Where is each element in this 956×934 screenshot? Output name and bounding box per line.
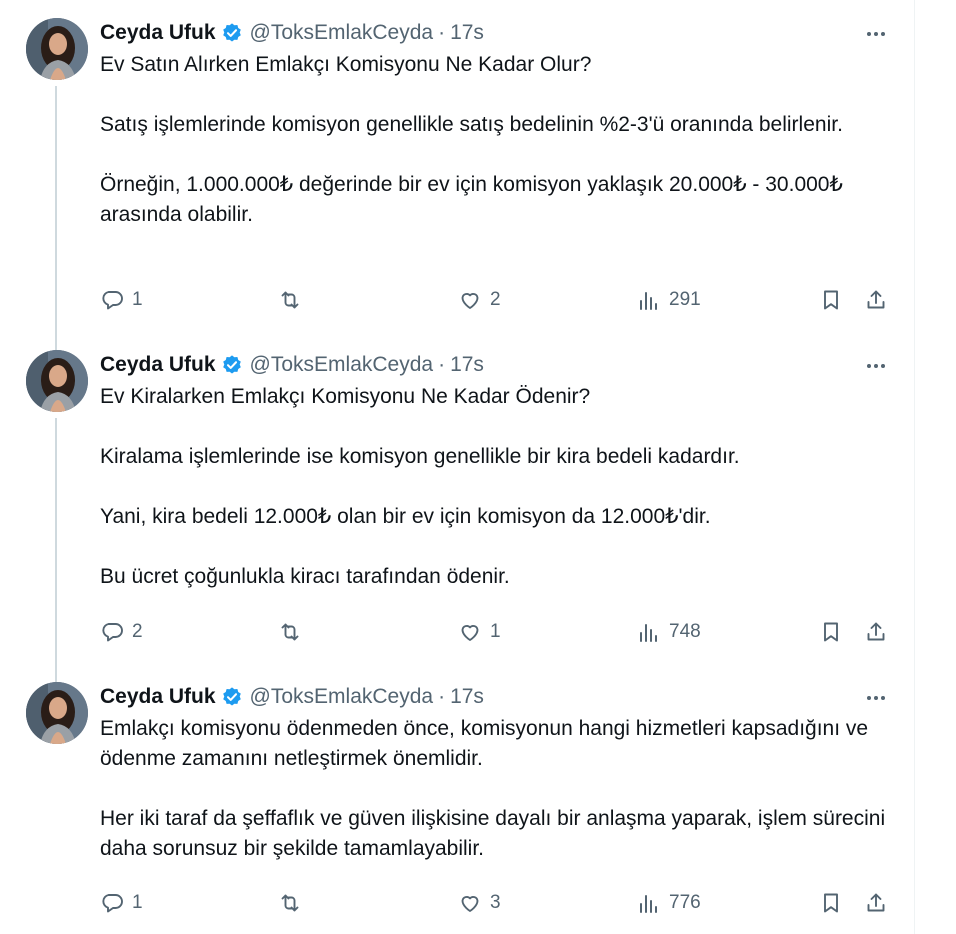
retweet-button[interactable] xyxy=(278,285,310,315)
like-count: 3 xyxy=(490,892,501,913)
timestamp[interactable]: 17s xyxy=(450,353,484,376)
share-icon xyxy=(864,620,888,644)
bookmark-icon xyxy=(819,891,843,915)
timestamp[interactable]: 17s xyxy=(450,21,484,44)
like-icon xyxy=(458,288,482,312)
view-count: 291 xyxy=(669,289,701,310)
like-button[interactable] xyxy=(458,888,501,918)
tweet-paragraph: Emlakçı komisyonu ödenmeden önce, komisyonun hangi hizmetleri kapsadığını ve ödenme zamanını netleştirmek önemlidir. xyxy=(100,717,869,770)
bookmark-button[interactable] xyxy=(819,617,843,647)
views-button[interactable] xyxy=(637,888,701,918)
separator-dot: · xyxy=(438,685,446,708)
reply-count: 2 xyxy=(132,621,143,642)
reply-button[interactable] xyxy=(100,285,143,315)
share-icon xyxy=(864,288,888,312)
like-icon xyxy=(458,891,482,915)
tweet-actions xyxy=(100,617,895,647)
tweet-actions xyxy=(100,285,895,315)
tweet-paragraph: Örneğin, 1.000.000₺ değerinde bir ev için komisyon yaklaşık 20.000₺ - 30.000₺ arasında olabilir. xyxy=(100,173,843,226)
author-handle[interactable]: @ToksEmlakCeyda xyxy=(249,353,434,376)
tweet-header xyxy=(100,682,484,712)
tweet-paragraph: Ev Kiralarken Emlakçı Komisyonu Ne Kadar Ödenir? xyxy=(100,385,591,408)
tweet-text xyxy=(100,382,900,592)
share-button[interactable] xyxy=(864,888,888,918)
bookmark-button[interactable] xyxy=(819,888,843,918)
tweet-paragraph: Kiralama işlemlerinde ise komisyon genellikle bir kira bedeli kadardır. xyxy=(100,445,740,468)
bookmark-button[interactable] xyxy=(819,285,843,315)
retweet-icon xyxy=(278,620,302,644)
reply-icon xyxy=(100,288,124,312)
like-button[interactable] xyxy=(458,285,501,315)
separator-dot: · xyxy=(438,21,446,44)
avatar[interactable] xyxy=(26,682,88,744)
views-icon xyxy=(637,891,661,915)
author-handle[interactable]: @ToksEmlakCeyda xyxy=(249,685,434,708)
retweet-icon xyxy=(278,891,302,915)
author-name[interactable]: Ceyda Ufuk xyxy=(100,21,216,44)
tweet-paragraph: Ev Satın Alırken Emlakçı Komisyonu Ne Kadar Olur? xyxy=(100,53,592,76)
views-icon xyxy=(637,288,661,312)
verified-badge-icon xyxy=(221,354,243,376)
reply-button[interactable] xyxy=(100,888,143,918)
views-button[interactable] xyxy=(637,617,701,647)
verified-badge-icon xyxy=(221,22,243,44)
verified-badge-icon xyxy=(221,686,243,708)
avatar[interactable] xyxy=(26,350,88,412)
retweet-button[interactable] xyxy=(278,888,310,918)
views-button[interactable] xyxy=(637,285,701,315)
tweet-actions xyxy=(100,888,895,918)
more-icon[interactable] xyxy=(860,22,892,46)
reply-count: 1 xyxy=(132,892,143,913)
tweet-text xyxy=(100,50,900,230)
share-button[interactable] xyxy=(864,285,888,315)
more-icon[interactable] xyxy=(860,686,892,710)
like-icon xyxy=(458,620,482,644)
more-icon[interactable] xyxy=(860,354,892,378)
view-count: 748 xyxy=(669,621,701,642)
reply-count: 1 xyxy=(132,289,143,310)
author-name[interactable]: Ceyda Ufuk xyxy=(100,353,216,376)
author-handle[interactable]: @ToksEmlakCeyda xyxy=(249,21,434,44)
avatar[interactable] xyxy=(26,18,88,80)
like-count: 2 xyxy=(490,289,501,310)
bookmark-icon xyxy=(819,288,843,312)
tweet-paragraph: Bu ücret çoğunlukla kiracı tarafından ödenir. xyxy=(100,565,510,588)
reply-icon xyxy=(100,891,124,915)
tweet-paragraph: Her iki taraf da şeffaflık ve güven ilişkisine dayalı bir anlaşma yaparak, işlem sürecini daha sorunsuz bir şekilde tamamlayabilir. xyxy=(100,807,886,860)
share-button[interactable] xyxy=(864,617,888,647)
tweet-paragraph: Yani, kira bedeli 12.000₺ olan bir ev için komisyon da 12.000₺'dir. xyxy=(100,505,711,528)
share-icon xyxy=(864,891,888,915)
timestamp[interactable]: 17s xyxy=(450,685,484,708)
tweet-header xyxy=(100,350,484,380)
reply-icon xyxy=(100,620,124,644)
separator-dot: · xyxy=(438,353,446,376)
views-icon xyxy=(637,620,661,644)
like-button[interactable] xyxy=(458,617,501,647)
retweet-button[interactable] xyxy=(278,617,310,647)
tweet[interactable] xyxy=(0,332,914,664)
retweet-icon xyxy=(278,288,302,312)
bookmark-icon xyxy=(819,620,843,644)
reply-button[interactable] xyxy=(100,617,143,647)
like-count: 1 xyxy=(490,621,501,642)
tweet-paragraph: Satış işlemlerinde komisyon genellikle satış bedelinin %2-3'ü oranında belirlenir. xyxy=(100,113,843,136)
tweet[interactable] xyxy=(0,0,914,332)
view-count: 776 xyxy=(669,892,701,913)
author-name[interactable]: Ceyda Ufuk xyxy=(100,685,216,708)
tweet[interactable] xyxy=(0,664,914,934)
tweet-header xyxy=(100,18,484,48)
timeline-border xyxy=(914,0,915,934)
tweet-text xyxy=(100,714,900,864)
